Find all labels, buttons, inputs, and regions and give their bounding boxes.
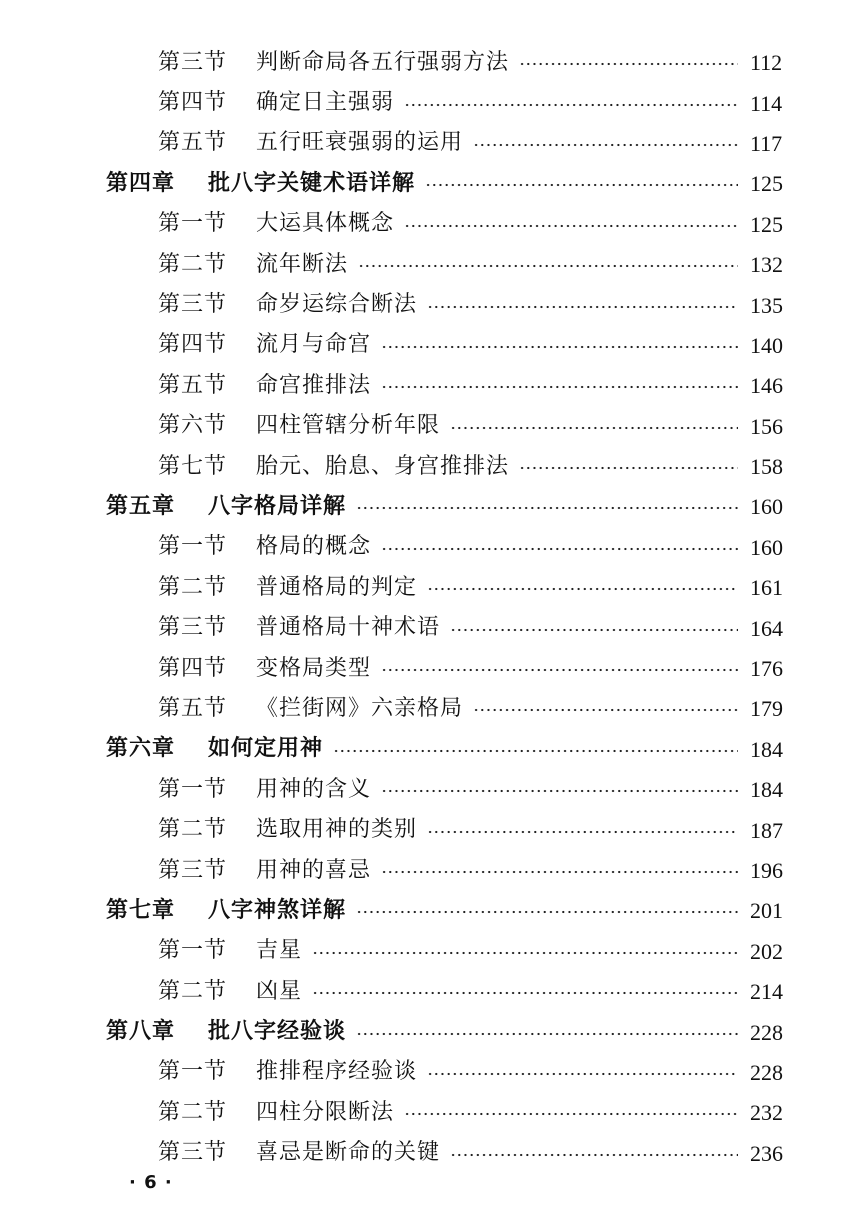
section-number: 第二节: [158, 978, 228, 1004]
section-number: 第七节: [158, 453, 228, 479]
dot-leader: [473, 708, 738, 712]
toc-section-row: [0, 121, 860, 161]
section-title: 确定日主强弱: [256, 90, 395, 116]
page-number: 164: [750, 615, 783, 641]
toc-section-row: [0, 525, 860, 565]
page-number: 214: [750, 979, 783, 1005]
page-number: 112: [750, 50, 783, 76]
section-title: 命宫推排法: [256, 372, 372, 398]
dot-leader: [519, 62, 738, 66]
page-number: 202: [750, 938, 783, 964]
section-number: 第一节: [158, 1059, 228, 1085]
toc-chapter-row: [0, 727, 860, 767]
section-number: 第三节: [158, 49, 228, 75]
section-title: 吉星: [256, 938, 303, 964]
page-number: 179: [750, 696, 783, 722]
section-number: 第一节: [158, 938, 228, 964]
section-title: 判断命局各五行强弱方法: [256, 49, 510, 75]
section-title: 胎元、胎息、身宫推排法: [256, 453, 510, 479]
dot-leader: [519, 466, 738, 470]
section-title: 格局的概念: [256, 534, 372, 560]
chapter-title: 批八字关键术语详解: [208, 170, 416, 196]
page-number: 187: [750, 817, 783, 843]
toc-section-row: [0, 404, 860, 444]
page-number: 228: [750, 1019, 783, 1045]
page-number: 117: [750, 130, 783, 156]
toc-section-row: [0, 202, 860, 242]
dot-leader: [450, 426, 738, 430]
section-title: 四柱管辖分析年限: [256, 413, 441, 439]
toc-section-row: [0, 605, 860, 645]
chapter-title: 八字格局详解: [208, 493, 347, 519]
section-number: 第四节: [158, 655, 228, 681]
toc-section-row: [0, 363, 860, 403]
section-number: 第二节: [158, 1099, 228, 1125]
toc-section-row: [0, 242, 860, 282]
chapter-number: 第五章: [106, 493, 176, 519]
dot-leader: [427, 305, 738, 309]
section-number: 第五节: [158, 130, 228, 156]
section-title: 流年断法: [256, 251, 349, 277]
section-title: 用神的含义: [256, 776, 372, 802]
dot-leader: [427, 587, 738, 591]
section-number: 第二节: [158, 251, 228, 277]
dot-leader: [404, 1112, 738, 1116]
dot-leader: [312, 951, 738, 955]
dot-leader: [425, 183, 738, 187]
dot-leader: [381, 870, 738, 874]
section-title: 用神的喜忌: [256, 857, 372, 883]
section-title: 《拦街网》六亲格局: [256, 695, 464, 721]
toc-section-row: [0, 323, 860, 363]
section-number: 第三节: [158, 857, 228, 883]
section-title: 命岁运综合断法: [256, 292, 418, 318]
dot-leader: [404, 103, 738, 107]
section-number: 第五节: [158, 695, 228, 721]
section-number: 第一节: [158, 776, 228, 802]
page-number: 146: [750, 373, 783, 399]
section-number: 第三节: [158, 615, 228, 641]
page-number: 232: [750, 1100, 783, 1126]
page-number: 158: [750, 454, 783, 480]
section-title: 流月与命宫: [256, 332, 372, 358]
dot-leader: [473, 143, 738, 147]
dot-leader: [358, 264, 738, 268]
section-number: 第一节: [158, 534, 228, 560]
toc-chapter-row: [0, 161, 860, 201]
toc-section-row: [0, 40, 860, 80]
dot-leader: [333, 749, 738, 753]
page-number: 184: [750, 777, 783, 803]
page-number: 196: [750, 858, 783, 883]
page-number: 176: [750, 656, 783, 682]
section-title: 四柱分限断法: [256, 1099, 395, 1125]
section-title: 五行旺衰强弱的运用: [256, 130, 464, 156]
chapter-title: 八字神煞详解: [208, 897, 347, 923]
dot-leader: [381, 385, 738, 389]
toc-section-row: [0, 767, 860, 807]
section-number: 第二节: [158, 574, 228, 600]
page-number: 236: [750, 1140, 783, 1166]
chapter-number: 第七章: [106, 897, 176, 923]
section-number: 第五节: [158, 372, 228, 398]
toc-section-row: [0, 929, 860, 969]
toc-section-row: [0, 969, 860, 1009]
chapter-number: 第六章: [106, 736, 176, 762]
toc-section-row: [0, 1090, 860, 1130]
dot-leader: [450, 1153, 738, 1157]
section-number: 第四节: [158, 90, 228, 116]
page-number: 114: [750, 90, 783, 116]
page-number: 125: [750, 211, 783, 237]
chapter-number: 第八章: [106, 1019, 176, 1045]
section-title: 推排程序经验谈: [256, 1059, 418, 1085]
section-title: 喜忌是断命的关键: [256, 1140, 441, 1166]
chapter-number: 第四章: [106, 170, 176, 196]
page-number: 228: [750, 1059, 783, 1085]
page-number: 160: [750, 494, 783, 520]
toc-section-row: [0, 1050, 860, 1090]
toc-chapter-row: [0, 888, 860, 928]
table-of-contents: [0, 40, 860, 1171]
page-number: 125: [750, 171, 783, 197]
dot-leader: [356, 1032, 738, 1036]
chapter-title: 如何定用神: [208, 736, 324, 762]
page-number: 201: [750, 898, 783, 924]
section-title: 选取用神的类别: [256, 817, 418, 843]
section-title: 大运具体概念: [256, 211, 395, 237]
toc-chapter-row: [0, 1009, 860, 1049]
dot-leader: [381, 668, 738, 672]
section-title: 变格局类型: [256, 655, 372, 681]
dot-leader: [381, 547, 738, 551]
section-number: 第一节: [158, 211, 228, 237]
page-number-footer: · 6 ·: [129, 1172, 173, 1193]
toc-section-row: [0, 646, 860, 686]
toc-section-row: [0, 848, 860, 888]
section-number: 第三节: [158, 1140, 228, 1166]
dot-leader: [356, 910, 738, 914]
section-number: 第三节: [158, 292, 228, 318]
page-number: 132: [750, 252, 783, 278]
page-number: 161: [750, 575, 783, 601]
dot-leader: [427, 830, 738, 834]
section-number: 第四节: [158, 332, 228, 358]
dot-leader: [381, 345, 738, 349]
dot-leader: [356, 506, 738, 510]
toc-section-row: [0, 80, 860, 120]
section-title: 凶星: [256, 978, 303, 1004]
chapter-title: 批八字经验谈: [208, 1019, 347, 1045]
toc-chapter-row: [0, 484, 860, 524]
dot-leader: [381, 789, 738, 793]
toc-section-row: [0, 686, 860, 726]
page-number: 160: [750, 534, 783, 560]
dot-leader: [404, 224, 738, 228]
section-number: 第六节: [158, 413, 228, 439]
toc-section-row: [0, 282, 860, 322]
section-title: 普通格局十神术语: [256, 615, 441, 641]
dot-leader: [450, 628, 738, 632]
page-number: 156: [750, 413, 783, 439]
page-number: 135: [750, 292, 783, 318]
section-number: 第二节: [158, 817, 228, 843]
toc-section-row: [0, 807, 860, 847]
toc-section-row: [0, 444, 860, 484]
page-number: 140: [750, 332, 783, 358]
page-number: 184: [750, 736, 783, 762]
toc-section-row: [0, 565, 860, 605]
toc-section-row: [0, 1131, 860, 1171]
dot-leader: [427, 1072, 738, 1076]
section-title: 普通格局的判定: [256, 574, 418, 600]
dot-leader: [312, 991, 738, 995]
